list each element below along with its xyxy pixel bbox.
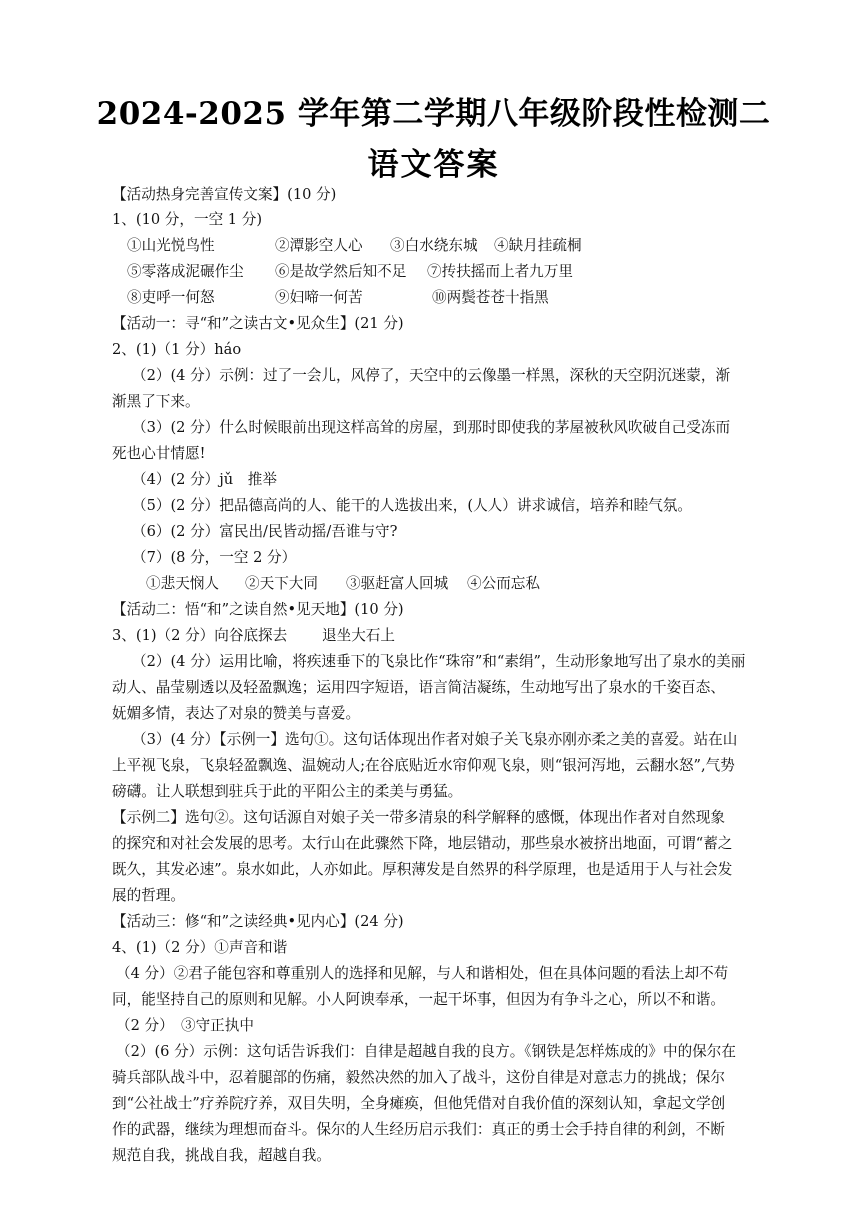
paragraph-line: 磅礴。让人联想到驻兵于此的平阳公主的柔美与勇猛。 (112, 783, 463, 800)
question-2-2-cont: 渐黑了下来。 (112, 393, 200, 410)
answer-item: 3、(1)（2 分）向谷底探去 (112, 627, 288, 644)
paragraph-line: 同，能坚持自己的原则和见解。小人阿谀奉承，一起干坏事，但因为有争斗之心，所以不和谐。 (112, 991, 725, 1008)
answer-item: ④公而忘私 (467, 575, 540, 592)
answer-item: ②天下大同 (245, 575, 318, 592)
paragraph-line: 骑兵部队战斗中，忍着腿部的伤痛，毅然决然的加入了战斗，这份自律是对意志力的挑战；保尔 (112, 1069, 725, 1086)
question-3-3: （3）(4 分）【示例一】选句①。这句话体现出作者对娘子关飞泉亦刚亦柔之美的喜爱。站在山 (132, 731, 738, 748)
question-2-1: 2、(1)（1 分）háo (112, 341, 242, 358)
answer-item: 退坐大石上 (322, 627, 395, 644)
answer-item: ③白水绕东城 (390, 237, 478, 254)
question-4-1-part-2: （4 分）②君子能包容和尊重别人的选择和见解，与人和谐相处，但在具体问题的看法上却不苟 (116, 965, 729, 982)
answer-item: ③驱赶富人回城 (346, 575, 449, 592)
answer-item: ④缺月挂疏桐 (494, 237, 582, 254)
section-heading-activity-1: 【活动一：寻“和”之读古文•见众生】(21 分) (112, 315, 404, 332)
question-2-2: （2）(4 分）示例：过了一会儿，风停了，天空中的云像墨一样黑，深秋的天空阴沉迷蒙，渐 (132, 367, 731, 384)
answer-item: ⑩两鬓苍苍十指黑 (432, 289, 549, 306)
paragraph-line: 规范自我，挑战自我，超越自我。 (112, 1147, 331, 1164)
paragraph-line: 展的哲理。 (112, 887, 185, 904)
question-4-2: （2）(6 分）示例：这句话告诉我们：自律是超越自我的良方。《钢铁是怎样炼成的》中的保尔在 (116, 1043, 736, 1060)
paragraph-line: 的探究和对社会发展的思考。太行山在此骤然下降，地层错动，那些泉水被挤出地面，可谓“蓄之 (112, 835, 733, 852)
section-heading-activity-3: 【活动三：修“和”之读经典•见内心】(24 分) (112, 913, 404, 930)
question-3-2: （2）(4 分）运用比喻，将疾速垂下的飞泉比作“珠帘”和“素绢”，生动形象地写出了泉水的美丽 (132, 653, 746, 670)
answer-item: ⑧吏呼一何怒 (127, 289, 215, 306)
paragraph-line: 上平视飞泉，飞泉轻盈飘逸、温婉动人;在谷底贴近水帘仰观飞泉，则“银河泻地，云翻水怒”,气势 (112, 757, 735, 774)
question-1-header: 1、(10 分，一空 1 分) (112, 211, 263, 228)
question-2-6: （6）(2 分）富民出/民皆动摇/吾谁与守? (132, 523, 398, 540)
answer-item: ⑨妇啼一何苦 (275, 289, 363, 306)
paragraph-line: 到“公社战士”疗养院疗养，双目失明，全身瘫痪，但他凭借对自我价值的深刻认知，拿起文学创 (112, 1095, 726, 1112)
answer-item: ⑤零落成泥碾作尘 (127, 263, 244, 280)
paragraph-line: 既久，其发必速”。泉水如此，人亦如此。厚积薄发是自然界的科学原理，也是适用于人与社会发 (112, 861, 733, 878)
answer-item: ①悲天悯人 (146, 575, 219, 592)
question-2-7: （7）(8 分，一空 2 分） (132, 549, 297, 566)
paragraph-line: 动人、晶莹剔透以及轻盈飘逸；运用四字短语，语言简洁凝练，生动地写出了泉水的千姿百态、 (112, 679, 725, 696)
question-2-5: （5）(2 分）把品德高尚的人、能干的人选拔出来，(人人）讲求诚信，培养和睦气氛。 (132, 497, 692, 514)
section-heading-activity-2: 【活动二：悟“和”之读自然•见天地】(10 分) (112, 601, 404, 618)
page-title: 2024-2025 学年第二学期八年级阶段性检测二 (96, 96, 771, 132)
question-4-1-part-3: （2 分） ③守正执中 (116, 1017, 254, 1034)
paragraph-line: 作的武器，继续为理想而奋斗。保尔的人生经历启示我们：真正的勇士会手持自律的利剑，不断 (112, 1121, 725, 1138)
section-heading-warmup: 【活动热身完善宣传文案】(10 分) (112, 186, 337, 203)
example-2-heading: 【示例二】选句②。这句话源自对娘子关一带多清泉的科学解释的感慨，体现出作者对自然现象 (112, 809, 725, 826)
answer-item: ②潭影空人心 (275, 237, 363, 254)
answer-item: ⑦抟扶摇而上者九万里 (427, 263, 573, 280)
question-4-1: 4、(1)（2 分）①声音和谐 (112, 939, 288, 956)
answer-item: ①山光悦鸟性 (127, 237, 215, 254)
answer-item: ⑥是故学然后知不足 (275, 263, 407, 280)
page-subtitle: 语文答案 (367, 147, 500, 183)
question-2-3: （3）(2 分）什么时候眼前出现这样高耸的房屋，到那时即使我的茅屋被秋风吹破自己受冻而 (132, 419, 731, 436)
question-2-4: （4）(2 分）jǔ 推举 (132, 471, 277, 488)
paragraph-line: 妩媚多情，表达了对泉的赞美与喜爱。 (112, 705, 361, 722)
question-2-3-cont: 死也心甘情愿! (112, 445, 206, 462)
